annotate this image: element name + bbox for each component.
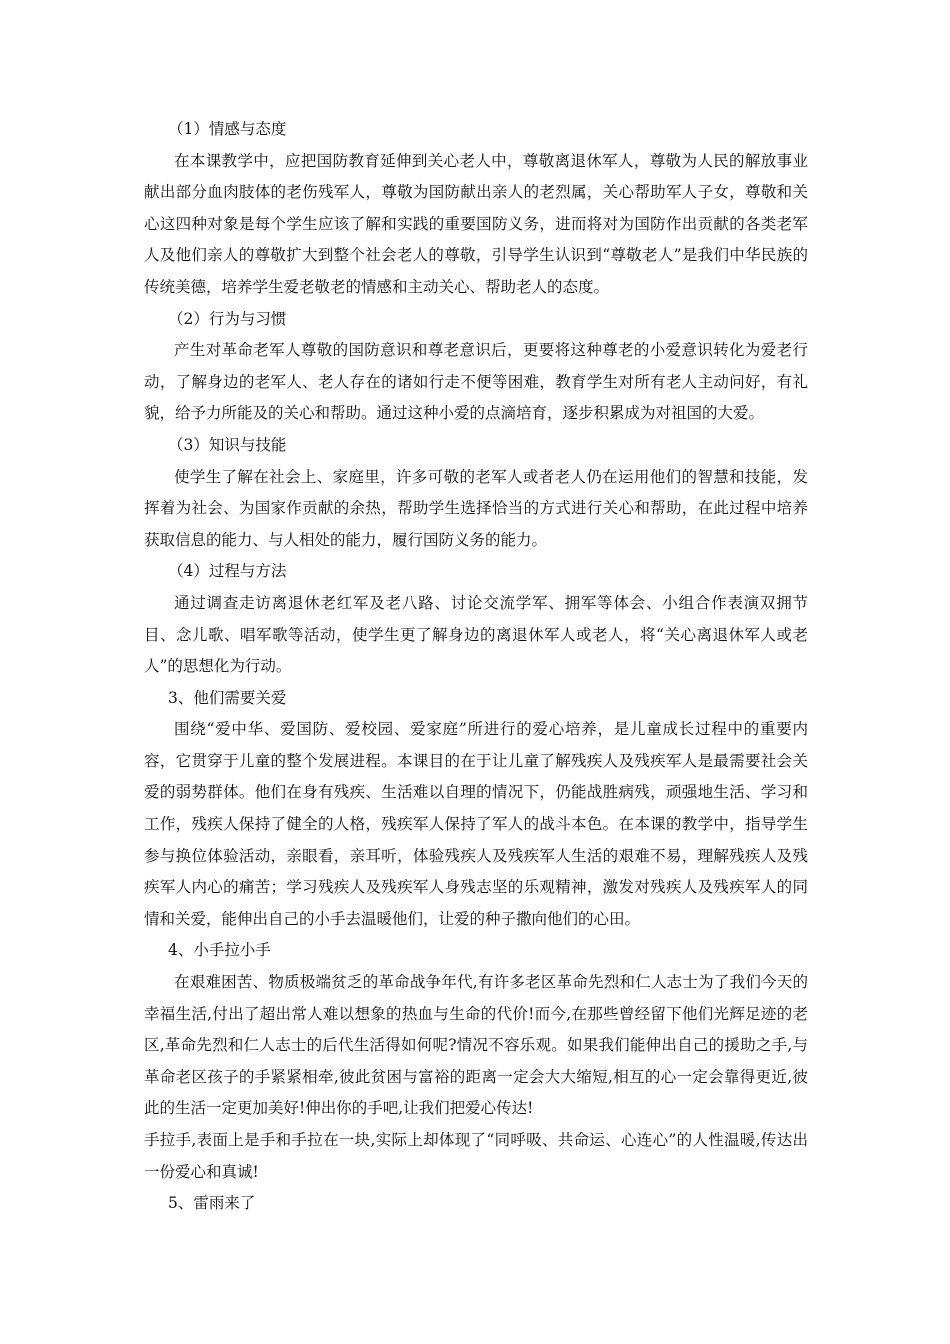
- section-heading-behavior-habit: （2）行为与习惯: [168, 309, 287, 328]
- section-heading-process-method: （4）过程与方法: [168, 562, 287, 581]
- paragraph-hand-in-hand: 在艰难困苦、物质极端贫乏的革命战争年代,有许多老区革命先烈和仁人志士为了我们今天的幸福生活,付出了超出常人难以想象的热血与生命的代价!而今,在那些曾经留下他们光辉足迹的老区,革命先烈和仁人志士的后代生活得如何呢?情况不容乐观。如果我们能伸出自己的援助之手,与革命老区孩子的手紧紧相牵,彼此贫困与富裕的距离一定会大大缩短,相互的心一定会靠得更近,彼此的生活一定更加美好!伸出你的手吧,让我们把爱心传达!: [144, 973, 808, 1118]
- section-heading-thunderstorm: 5、雷雨来了: [168, 1194, 256, 1213]
- paragraph-emotion-attitude: 在本课教学中，应把国防教育延伸到关心老人中，尊敬离退休军人，尊敬为人民的解放事业献出部分血肉肢体的老伤残军人，尊敬为国防献出亲人的老烈属，关心帮助军人子女，尊敬和关心这四种对象是每个学生应该了解和实践的重要国防义务，进而将对为国防作出贡献的各类老军人及他们亲人的尊敬扩大到整个社会老人的尊敬，引导学生认识到“尊敬老人”是我们中华民族的传统美德，培养学生爱老敬老的情感和主动关心、帮助老人的态度。: [144, 151, 808, 296]
- paragraph-need-care: 围绕“爱中华、爱国防、爱校园、爱家庭”所进行的爱心培养，是儿童成长过程中的重要内容，它贯穿于儿童的整个发展进程。本课目的在于让儿童了解残疾人及残疾军人是最需要社会关爱的弱势群体。他们在身有残疾、生活难以自理的情况下，仍能战胜病残，顽强地生活、学习和工作，残疾人保持了健全的人格，残疾军人保持了军人的战斗本色。在本课的教学中，指导学生参与换位体验活动，亲眼看，亲耳听，体验残疾人及残疾军人生活的艰难不易，理解残疾人及残疾军人内心的痛苦；学习残疾人及残疾军人身残志坚的乐观精神，激发对残疾人及残疾军人的同情和关爱，能伸出自己的小手去温暖他们，让爱的种子撒向他们的心田。: [144, 720, 808, 928]
- section-heading-need-care: 3、他们需要关爱: [168, 688, 287, 707]
- section-heading-emotion-attitude: （1）情感与态度: [168, 120, 287, 138]
- document-body: [144, 114, 808, 1220]
- paragraph-knowledge-skill: 使学生了解在社会上、家庭里，许多可敬的老军人或者老人仍在运用他们的智慧和技能，发挥着为社会、为国家作贡献的余热，帮助学生选择恰当的方式进行关心和帮助，在此过程中培养获取信息的能力、与人相处的能力，履行国防义务的能力。: [144, 467, 808, 549]
- section-heading-hand-in-hand: 4、小手拉小手: [168, 941, 271, 960]
- paragraph-behavior-habit: 产生对革命老军人尊敬的国防意识和尊老意识后，更要将这种尊老的小爱意识转化为爱老行动，了解身边的老军人、老人存在的诸如行走不便等困难，教育学生对所有老人主动问好，有礼貌，给予力所能及的关心和帮助。通过这种小爱的点滴培育，逐步积累成为对祖国的大爱。: [144, 341, 808, 423]
- paragraph-process-method: 通过调查走访离退休老红军及老八路、讨论交流学军、拥军等体会、小组合作表演双拥节目、念儿歌、唱军歌等活动，使学生更了解身边的离退休军人或老人，将“关心离退休军人或老人”的思想化为行动。: [144, 593, 808, 676]
- section-heading-knowledge-skill: （3）知识与技能: [168, 435, 287, 454]
- paragraph-hand-in-hand-note: 手拉手,表面上是手和手拉在一块,实际上却体现了“同呼吸、共命运、心连心”的人性温暖,传达出一份爱心和真诚!: [144, 1131, 808, 1181]
